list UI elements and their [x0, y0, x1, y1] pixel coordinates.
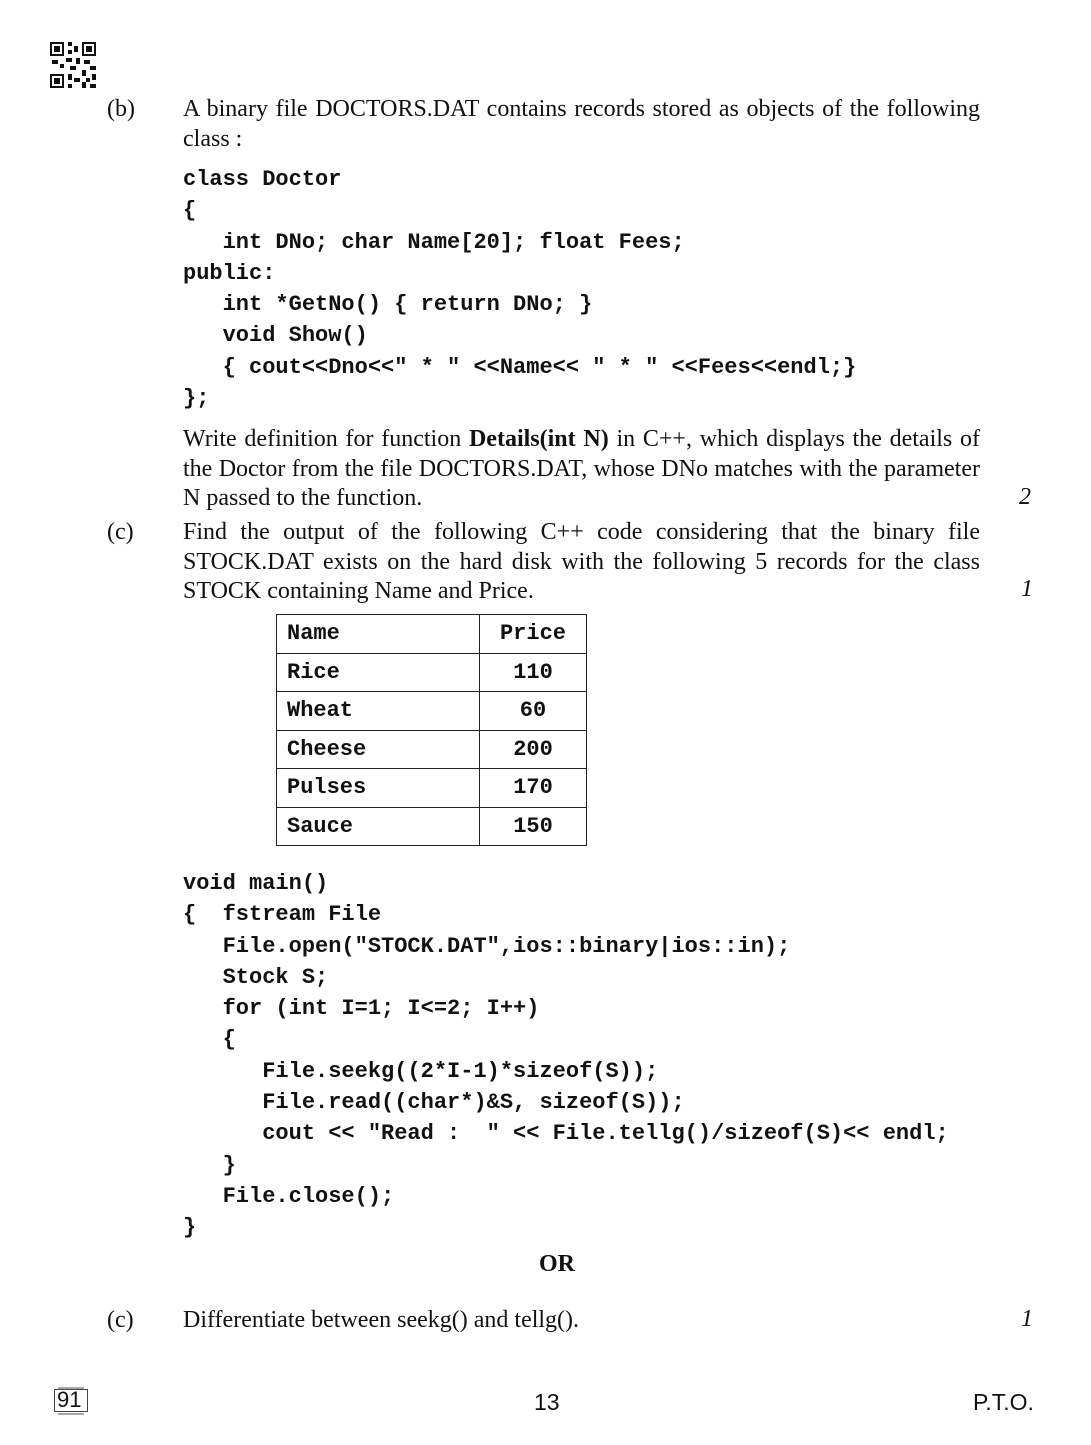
cell-name: Rice — [277, 653, 480, 692]
header-name: Name — [277, 615, 480, 654]
table-row — [277, 730, 587, 769]
question-text-post: in C++, which displays the details of the Doctor from the file DOCTORS.DAT, whose DNo matches with the parameter N passed to the function. — [183, 426, 980, 511]
cell-price: 170 — [480, 769, 587, 808]
part-c-alt-question: Differentiate between seekg() and tellg(). — [183, 1307, 580, 1333]
cell-price: 60 — [480, 692, 587, 731]
or-separator: OR — [539, 1251, 575, 1277]
stock-table — [276, 614, 587, 846]
part-c-marks: 1 — [1021, 576, 1033, 602]
page-number: 13 — [534, 1389, 560, 1415]
question-text-pre: Write definition for function — [183, 426, 469, 452]
cell-name: Wheat — [277, 692, 480, 731]
cell-name: Pulses — [277, 769, 480, 808]
part-c-alt-label: (c) — [107, 1307, 134, 1333]
qr-code-icon — [50, 42, 96, 88]
paper-code: 91 — [57, 1387, 82, 1412]
table-row — [277, 653, 587, 692]
cell-name: Sauce — [277, 807, 480, 846]
table-row — [277, 807, 587, 846]
part-b-label: (b) — [107, 96, 135, 122]
doctor-class-code: class Doctor { int DNo; char Name[20]; float Fees; public: int *GetNo() { return DNo; } void Show() { cout<<Dno<<" * " <<Name<< " * " <<Fees<<endl;} }; — [183, 167, 857, 412]
cell-name: Cheese — [277, 730, 480, 769]
part-c-label: (c) — [107, 519, 134, 545]
cell-price: 200 — [480, 730, 587, 769]
table-row — [277, 769, 587, 808]
cell-price: 150 — [480, 807, 587, 846]
table-row — [277, 692, 587, 731]
part-b-intro: A binary file DOCTORS.DAT contains records stored as objects of the following class : — [183, 96, 980, 152]
part-c-intro: Find the output of the following C++ code considering that the binary file STOCK.DAT exists on the hard disk with the following 5 records for the class STOCK containing Name and Price. — [183, 519, 980, 604]
header-price: Price — [480, 615, 587, 654]
function-name: Details(int N) — [468, 426, 609, 452]
table-header-row — [277, 615, 587, 654]
main-function-code: void main() { fstream File File.open("STOCK.DAT",ios::binary|ios::in); Stock S; for (int I=1; I<=2; I++) { File.seekg((2*I-1)*sizeof(S)); File.read((char*)&S, sizeof(S)); cout << "Read : " << File.tellg()/sizeof(S)<< endl; } File.close(); } — [183, 871, 949, 1241]
part-b-question — [183, 425, 980, 514]
part-c-alt-marks: 1 — [1021, 1306, 1033, 1332]
cell-price: 110 — [480, 653, 587, 692]
pto-label: P.T.O. — [973, 1389, 1034, 1415]
paper-code-box — [54, 1386, 88, 1416]
part-b-marks: 2 — [1019, 484, 1031, 510]
